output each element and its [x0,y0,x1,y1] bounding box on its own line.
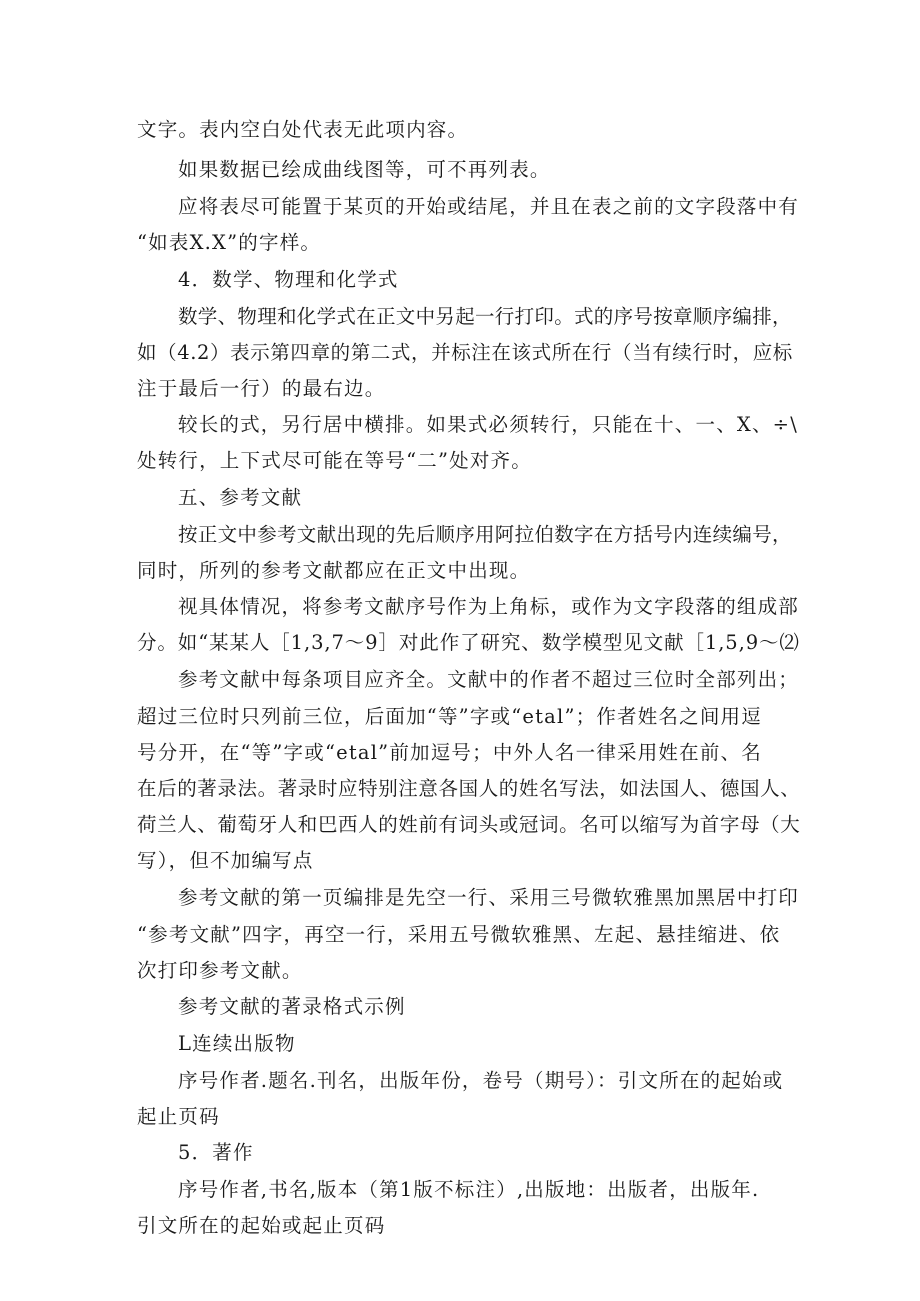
text-line: 应将表尽可能置于某页的开始或结尾，并且在表之前的文字段落中有 [178,195,800,218]
text-line: 参考文献的第一页编排是先空一行、采用三号微软雅黑加黑居中打印 [178,886,800,909]
text-line: 次打印参考文献。 [137,959,303,982]
text-line: 引文所在的起始或起止页码 [137,1214,386,1237]
text-line: “参考文献”四字，再空一行，采用五号微软雅黑、左起、悬挂缩进、依 [137,923,781,946]
text-line: 在后的著录法。著录时应特别注意各国人的姓名写法，如法国人、德国人、 [137,777,801,800]
text-line: 视具体情况，将参考文献序号作为上角标，或作为文字段落的组成部 [178,595,800,618]
text-line: 号分开，在“等”字或“etal”前加逗号；中外人名一律采用姓在前、名 [137,741,762,764]
subsection-heading: L连续出版物 [178,1032,296,1055]
text-line: 较长的式，另行居中横排。如果式必须转行，只能在十、一、X、÷\ [178,413,798,436]
text-line: 文字。表内空白处代表无此项内容。 [137,118,469,141]
text-line: 参考文献中每条项目应齐全。文献中的作者不超过三位时全部列出； [178,668,800,691]
text-line: 超过三位时只列前三位，后面加“等”字或“etal”；作者姓名之间用逗 [137,705,762,728]
section-heading: 4．数学、物理和化学式 [178,268,399,291]
text-line: 同时，所列的参考文献都应在正文中出现。 [137,559,531,582]
text-line: 数学、物理和化学式在正文中另起一行打印。式的序号按章顺序编排， [178,305,792,328]
text-line: 序号作者.题名.刊名，出版年份，卷号（期号）：引文所在的起始或 [178,1069,784,1092]
text-line: 如果数据已绘成曲线图等，可不再列表。 [178,158,551,181]
text-line: 写），但不加编写点 [137,849,314,872]
text-line: 注于最后一行）的最右边。 [137,377,386,400]
text-line: 分。如“某某人［1,3,7〜9］对此作了研究、数学模型见文献［1,5,9〜⑵ [137,631,800,654]
text-line: “如表X.X”的字样。 [137,231,322,254]
text-line: 按正文中参考文献出现的先后顺序用阿拉伯数字在方括号内连续编号， [178,523,792,546]
section-heading: 五、参考文献 [178,486,303,509]
subsection-heading: 参考文献的著录格式示例 [178,995,406,1018]
text-line: 序号作者,书名,版本（第1版不标注）,出版地：出版者，出版年. [178,1178,760,1201]
text-line: 荷兰人、葡萄牙人和巴西人的姓前有词头或冠词。名可以缩写为首字母（大 [137,813,801,836]
subsection-heading: 5．著作 [178,1141,254,1164]
text-line: 起止页码 [137,1105,220,1128]
text-line: 如（4.2）表示第四章的第二式，并标注在该式所在行（当有续行时，应标 [137,341,793,364]
text-line: 处转行，上下式尽可能在等号“二”处对齐。 [137,449,532,472]
